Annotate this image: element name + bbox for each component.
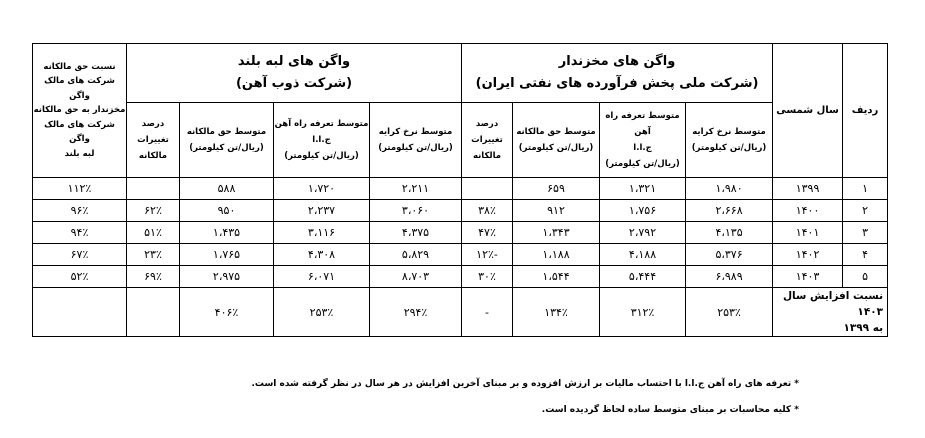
g1-tariff-cell: ۱،۳۲۱ bbox=[600, 178, 686, 200]
header-line: متوسط تعرفه راه آهن bbox=[274, 119, 369, 129]
ratio-header bbox=[33, 44, 127, 178]
ratio-cell: ۹۶٪ bbox=[33, 200, 127, 222]
ratio-cell: ۹۴٪ bbox=[33, 222, 127, 244]
g1-ownership-cell: ۹۱۲ bbox=[513, 200, 600, 222]
header-line: (ریال/تن کیلومتر) bbox=[378, 143, 453, 153]
header-line: مالکانه bbox=[138, 151, 168, 161]
g1-ownership-cell: ۱،۳۴۳ bbox=[513, 222, 600, 244]
row-number-cell: ۳ bbox=[843, 222, 888, 244]
group2-subtitle: (شرکت ذوب آهن) bbox=[235, 76, 353, 91]
g2-tariff-cell: ۱،۷۲۰ bbox=[274, 178, 370, 200]
g2-freight-cell: ۵،۸۲۹ bbox=[370, 244, 462, 266]
ratio-header-line: شرکت های مالک واگن bbox=[44, 119, 115, 145]
g2-ownership-cell: ۵۸۸ bbox=[180, 178, 274, 200]
ratio-cell: ۱۱۲٪ bbox=[33, 178, 127, 200]
g1-change-cell: ۳۸٪ bbox=[462, 200, 513, 222]
g1-tariff-cell: ۴،۱۸۸ bbox=[600, 244, 686, 266]
table-row bbox=[33, 222, 888, 244]
header-line: متوسط حق مالکانه bbox=[186, 127, 267, 137]
total-g2-change-cell bbox=[127, 288, 180, 337]
g1-ownership-header bbox=[513, 103, 600, 178]
g2-ownership-cell: ۹۵۰ bbox=[180, 200, 274, 222]
footnotes bbox=[252, 378, 800, 430]
g2-change-cell bbox=[127, 178, 180, 200]
g2-freight-cell: ۳،۰۶۰ bbox=[370, 200, 462, 222]
header-line: متوسط نرخ کرایه bbox=[378, 127, 453, 137]
total-g1-change-cell: - bbox=[462, 288, 513, 337]
group1-subtitle: (شرکت ملی پخش فرآورده های نفتی ایران) bbox=[475, 76, 759, 91]
year-cell: ۱۳۹۹ bbox=[773, 178, 843, 200]
g1-ownership-cell: ۱،۵۴۴ bbox=[513, 266, 600, 288]
g1-change-cell: -۱۲٪ bbox=[462, 244, 513, 266]
row-number-cell: ۲ bbox=[843, 200, 888, 222]
row-header: ردیف bbox=[843, 44, 888, 178]
ratio-cell: ۵۲٪ bbox=[33, 266, 127, 288]
g2-ownership-cell: ۱،۴۳۵ bbox=[180, 222, 274, 244]
g2-ownership-cell: ۱،۷۶۵ bbox=[180, 244, 274, 266]
header-line: متوسط تعرفه راه آهن bbox=[605, 111, 680, 137]
g1-freight-cell: ۵،۳۷۶ bbox=[686, 244, 773, 266]
row-number-cell: ۴ bbox=[843, 244, 888, 266]
g1-change-cell bbox=[462, 178, 513, 200]
g2-change-header bbox=[127, 103, 180, 178]
g2-change-cell: ۶۹٪ bbox=[127, 266, 180, 288]
g1-ownership-cell: ۶۵۹ bbox=[513, 178, 600, 200]
total-g2-ownership-cell: ۴۰۶٪ bbox=[180, 288, 274, 337]
year-header: سال شمسی bbox=[773, 44, 843, 178]
header-line: (ریال/تن کیلومتر) bbox=[605, 159, 680, 169]
table-row bbox=[33, 200, 888, 222]
g1-freight-cell: ۱،۹۸۰ bbox=[686, 178, 773, 200]
footnote: * تعرفه های راه آهن ج.ا.ا با احتساب مالیات بر ارزش افزوده و بر مبنای آخرین افزایش در هر سال در نظر گرفته شده است. bbox=[251, 379, 799, 389]
row-number-cell: ۱ bbox=[843, 178, 888, 200]
g1-freight-cell: ۴،۱۳۵ bbox=[686, 222, 773, 244]
total-g2-tariff-cell: ۲۵۳٪ bbox=[274, 288, 370, 337]
row-number-cell: ۵ bbox=[843, 266, 888, 288]
group2-title: واگن های لبه بلند bbox=[237, 54, 351, 69]
g1-tariff-cell: ۱،۷۵۶ bbox=[600, 200, 686, 222]
g2-tariff-cell: ۶،۰۷۱ bbox=[274, 266, 370, 288]
header-line: مالکانه bbox=[472, 151, 502, 161]
g2-tariff-cell: ۳،۱۱۶ bbox=[274, 222, 370, 244]
header-line: متوسط نرخ کرایه bbox=[692, 127, 766, 137]
group-header-tank bbox=[462, 44, 773, 103]
header-line: متوسط حق مالکانه bbox=[516, 127, 596, 137]
g1-freight-cell: ۶،۹۸۹ bbox=[686, 266, 773, 288]
ratio-header-line: نسبت حق مالکانه bbox=[43, 61, 116, 72]
header-line: درصد bbox=[141, 119, 165, 129]
group-header-high-sided bbox=[127, 44, 462, 103]
g2-tariff-header bbox=[274, 103, 370, 178]
g1-change-cell: ۴۷٪ bbox=[462, 222, 513, 244]
header-line: (ریال/تن کیلومتر) bbox=[189, 143, 264, 153]
g2-change-cell: ۶۲٪ bbox=[127, 200, 180, 222]
table-row bbox=[33, 178, 888, 200]
g2-freight-cell: ۴،۳۷۵ bbox=[370, 222, 462, 244]
header-line: تغییرات bbox=[471, 135, 503, 145]
g2-freight-cell: ۸،۷۰۳ bbox=[370, 266, 462, 288]
header-line: (ریال/تن کیلومتر) bbox=[284, 151, 359, 161]
total-g2-freight-cell: ۲۹۴٪ bbox=[370, 288, 462, 337]
g2-change-cell: ۵۱٪ bbox=[127, 222, 180, 244]
total-label-line: نسبت افزایش سال ۱۴۰۳ bbox=[782, 290, 884, 318]
ratio-cell: ۶۷٪ bbox=[33, 244, 127, 266]
g2-tariff-cell: ۲،۲۳۷ bbox=[274, 200, 370, 222]
header-line: ج.ا.ا bbox=[312, 135, 331, 145]
total-g1-ownership-cell: ۱۳۴٪ bbox=[513, 288, 600, 337]
g2-ownership-cell: ۲،۹۷۵ bbox=[180, 266, 274, 288]
table-row bbox=[33, 244, 888, 266]
total-row bbox=[33, 288, 888, 337]
g1-change-cell: ۳۰٪ bbox=[462, 266, 513, 288]
g1-tariff-header bbox=[600, 103, 686, 178]
g2-tariff-cell: ۴،۳۰۸ bbox=[274, 244, 370, 266]
year-cell: ۱۴۰۱ bbox=[773, 222, 843, 244]
g1-freight-header bbox=[686, 103, 773, 178]
total-ratio-cell bbox=[33, 288, 127, 337]
footnote: * کلیه محاسبات بر مبنای متوسط ساده لحاظ گردیده است. bbox=[541, 405, 799, 415]
g2-change-cell: ۲۳٪ bbox=[127, 244, 180, 266]
header-line: ج.ا.ا bbox=[633, 143, 652, 153]
g1-tariff-cell: ۵،۴۴۴ bbox=[600, 266, 686, 288]
table-row bbox=[33, 266, 888, 288]
g1-tariff-cell: ۲،۷۹۲ bbox=[600, 222, 686, 244]
ratio-header-line: مخزندار به حق مالکانه bbox=[33, 105, 126, 116]
year-cell: ۱۴۰۳ bbox=[773, 266, 843, 288]
ratio-header-line: شرکت های مالک واگن bbox=[44, 76, 115, 101]
total-label-line: به ۱۳۹۹ bbox=[843, 322, 884, 334]
year-cell: ۱۴۰۰ bbox=[773, 200, 843, 222]
group1-title: واگن های مخزندار bbox=[558, 54, 676, 69]
total-label bbox=[773, 288, 888, 337]
g2-ownership-header bbox=[180, 103, 274, 178]
header-line: درصد bbox=[475, 119, 499, 129]
header-line: (ریال/تن کیلومتر) bbox=[691, 143, 767, 153]
g1-change-header bbox=[462, 103, 513, 178]
g2-freight-cell: ۲،۲۱۱ bbox=[370, 178, 462, 200]
g1-freight-cell: ۲،۶۶۸ bbox=[686, 200, 773, 222]
header-line: تغییرات bbox=[137, 135, 169, 145]
total-g1-tariff-cell: ۳۱۲٪ bbox=[600, 288, 686, 337]
g1-ownership-cell: ۱،۱۸۸ bbox=[513, 244, 600, 266]
wagon-ownership-table bbox=[32, 43, 888, 337]
g2-freight-header bbox=[370, 103, 462, 178]
header-line: (ریال/تن کیلومتر) bbox=[518, 143, 594, 153]
ratio-header-line: لبه بلند bbox=[64, 148, 95, 159]
total-g1-freight-cell: ۲۵۳٪ bbox=[686, 288, 773, 337]
year-cell: ۱۴۰۲ bbox=[773, 244, 843, 266]
